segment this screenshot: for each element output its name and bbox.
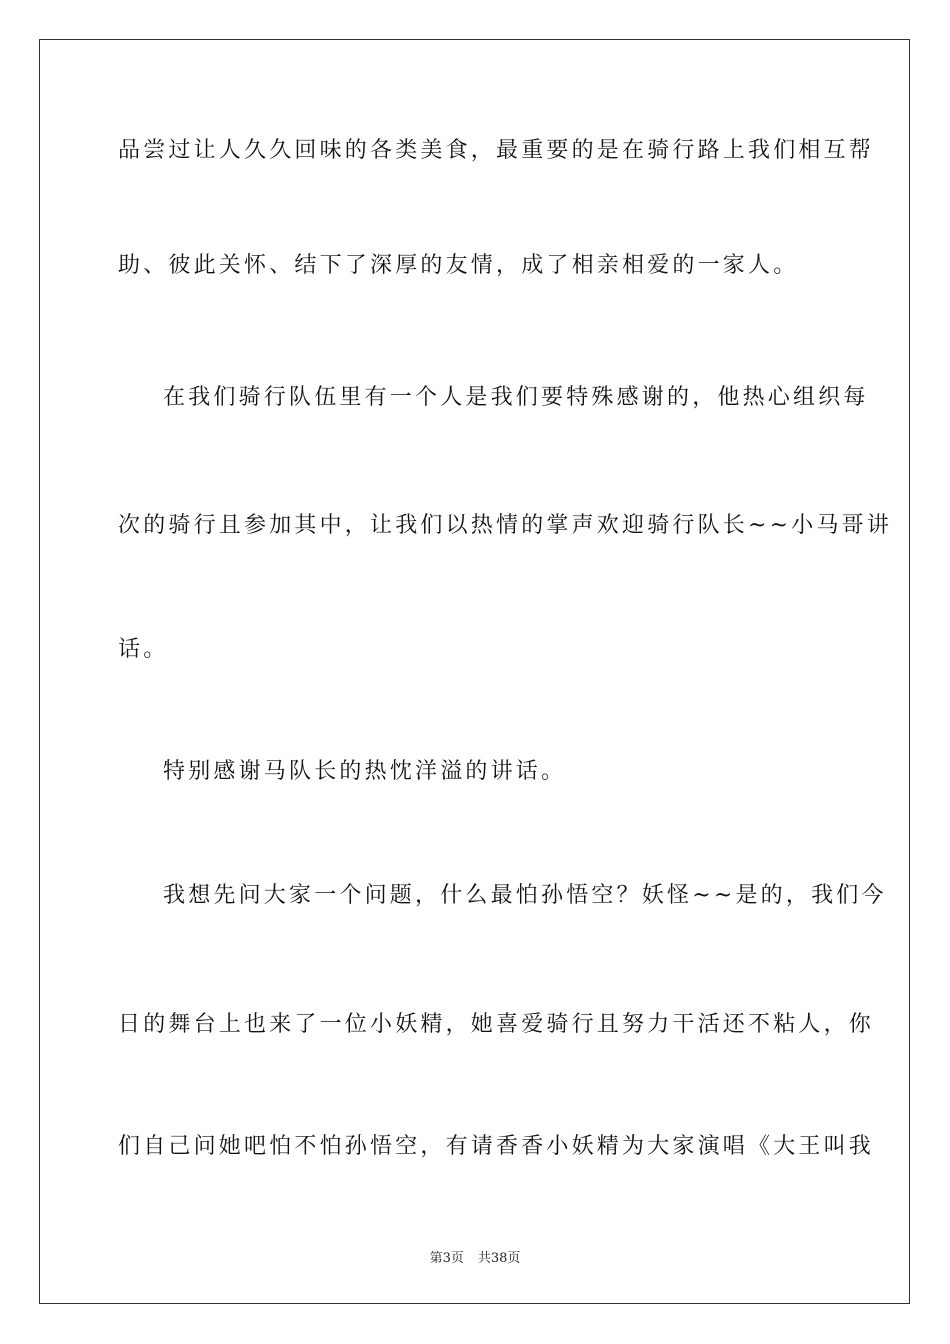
paragraph-line: 日的舞台上也来了一位小妖精，她喜爱骑行且努力干活还不粘人，你 — [118, 1012, 875, 1037]
page-footer — [0, 1247, 950, 1266]
page-border — [39, 39, 910, 1304]
paragraph-line: 在我们骑行队伍里有一个人是我们要特殊感谢的，他热心组织每 — [163, 385, 869, 410]
paragraph-line: 我想先问大家一个问题，什么最怕孙悟空？妖怪~~是的，我们今 — [163, 883, 887, 908]
paragraph-line: 次的骑行且参加其中，让我们以热情的掌声欢迎骑行队长~~小马哥讲 — [118, 513, 893, 538]
paragraph-line: 助、彼此关怀、结下了深厚的友情，成了相亲相爱的一家人。 — [118, 253, 799, 278]
paragraph-line: 话。 — [118, 637, 169, 662]
page-total: 共38页 — [477, 1251, 521, 1266]
paragraph-line: 特别感谢马队长的热忱洋溢的讲话。 — [163, 759, 567, 784]
page-number: 第3页 — [429, 1251, 464, 1266]
paragraph-line: 们自己问她吧怕不怕孙悟空，有请香香小妖精为大家演唱《大王叫我 — [118, 1134, 875, 1159]
paragraph-line: 品尝过让人久久回味的各类美食，最重要的是在骑行路上我们相互帮 — [118, 138, 875, 163]
